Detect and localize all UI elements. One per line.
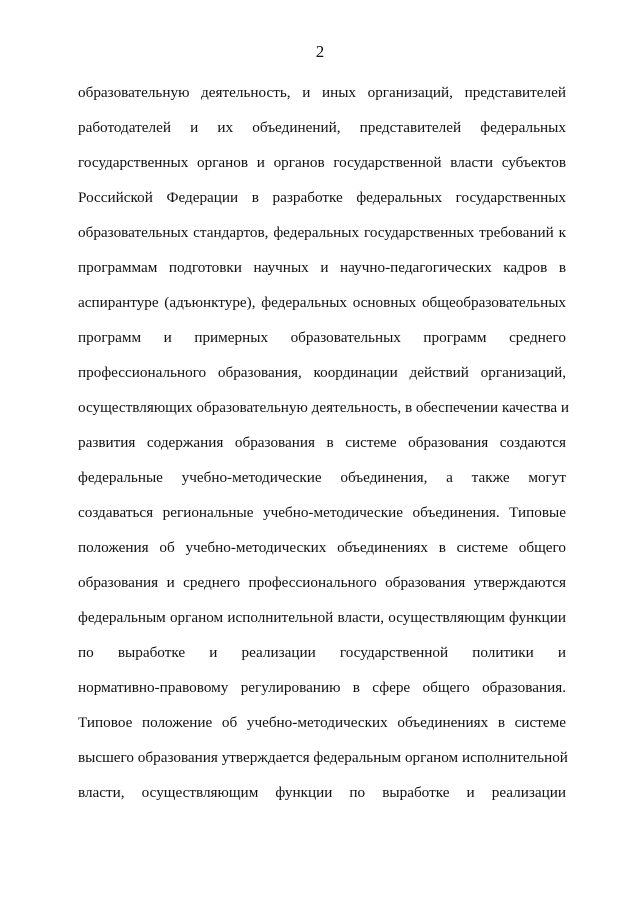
page-number: 2: [315, 42, 325, 61]
text-line: программам подготовки научных и научно-педагогических кадров в: [78, 259, 566, 276]
text-line: Российской Федерации в разработке федеральных государственных: [78, 189, 566, 206]
text-line: по выработке и реализации государственной политики и: [78, 644, 566, 661]
text-line: программ и примерных образовательных программ среднего: [78, 329, 566, 346]
text-line: высшего образования утверждается федеральным органом исполнительной: [78, 749, 568, 766]
text-line: работодателей и их объединений, представителей федеральных: [78, 119, 566, 136]
document-body: [78, 78, 570, 813]
text-line: образовательную деятельность, и иных организаций, представителей: [78, 84, 566, 101]
text-line: осуществляющих образовательную деятельность, в обеспечении качества и: [78, 399, 570, 416]
text-line: образования и среднего профессионального образования утверждаются: [78, 574, 566, 591]
text-line: развития содержания образования в системе образования создаются: [78, 434, 566, 451]
text-line: Типовое положение об учебно-методических объединениях в системе: [78, 714, 566, 731]
text-line: государственных органов и органов государственной власти субъектов: [78, 154, 566, 171]
text-line: положения об учебно-методических объединениях в системе общего: [78, 539, 566, 556]
text-line: федеральным органом исполнительной власти, осуществляющим функции: [78, 609, 566, 626]
text-line: создаваться региональные учебно-методические объединения. Типовые: [78, 504, 566, 521]
text-line: профессионального образования, координации действий организаций,: [78, 364, 566, 381]
text-line: аспирантуре (адъюнктуре), федеральных основных общеобразовательных: [78, 294, 566, 311]
text-line: нормативно-правовому регулированию в сфере общего образования.: [78, 679, 566, 696]
text-line: образовательных стандартов, федеральных государственных требований к: [78, 224, 566, 241]
text-line: власти, осуществляющим функции по выработке и реализации: [78, 784, 566, 801]
text-line: федеральные учебно-методические объединения, а также могут: [78, 469, 566, 486]
